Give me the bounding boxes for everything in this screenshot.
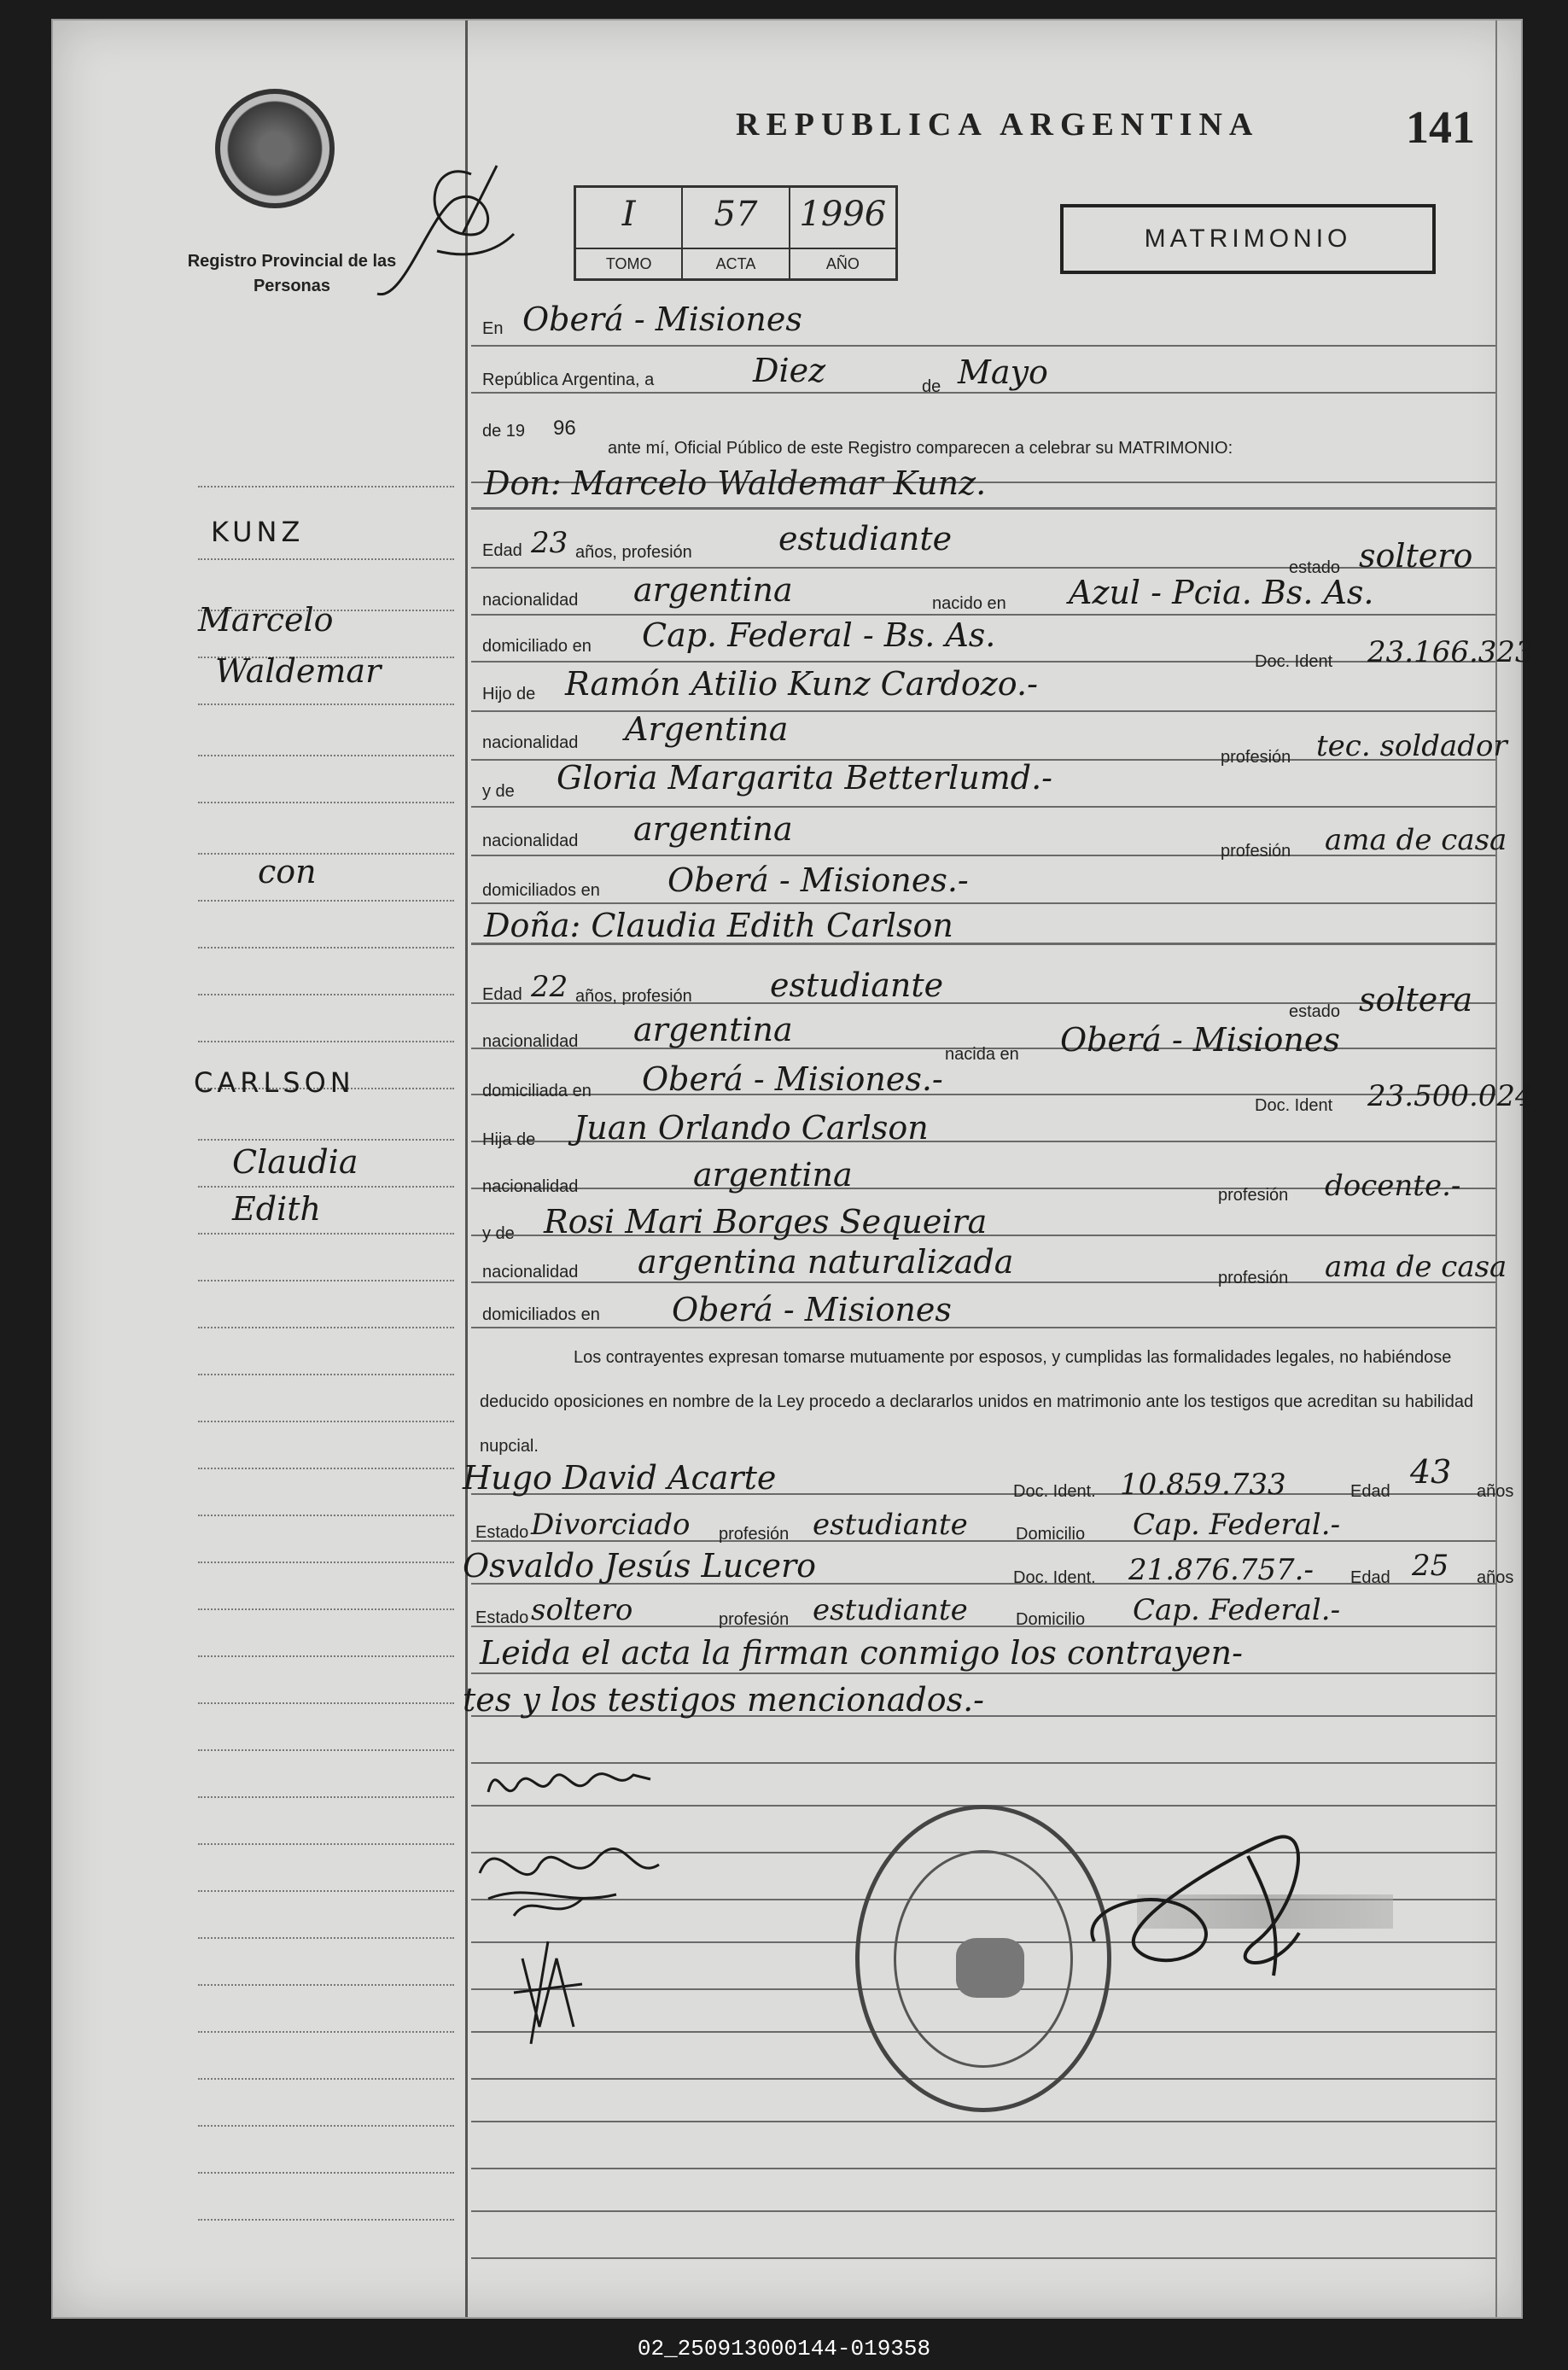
signature-2	[463, 1813, 685, 1924]
label-estado-bride: estado	[1289, 1002, 1341, 1021]
right-rule	[1495, 20, 1497, 2317]
groom-status: soltero	[1359, 537, 1473, 575]
label-de-year: de 19	[482, 422, 526, 441]
groom-name: Don: Marcelo Waldemar Kunz.	[484, 464, 987, 502]
ano-cell	[790, 188, 895, 278]
label-doc-w2: Doc. Ident.	[1013, 1568, 1096, 1587]
label-domiciliada-bride: domiciliada en	[482, 1082, 592, 1100]
label-edad-w2: Edad	[1350, 1568, 1390, 1587]
country-heading: REPUBLICA ARGENTINA	[736, 107, 1260, 143]
label-ante-mi: ante mí, Oficial Público de este Registro comparecen a celebrar su MATRIMONIO:	[608, 439, 1233, 458]
label-nacionalidad-bride: nacionalidad	[482, 1032, 579, 1051]
reference-table	[574, 185, 898, 281]
margin-surname-bride: CARLSON	[194, 1066, 355, 1099]
groom-profession: estudiante	[778, 520, 953, 557]
label-nacionalidad-bf: nacionalidad	[482, 1177, 579, 1196]
margin-given-groom-2: Waldemar	[215, 652, 382, 690]
year-suffix: 96	[553, 417, 576, 440]
witness2-status: soltero	[531, 1593, 633, 1627]
signature-3	[497, 1924, 599, 2052]
tomo-value: I	[621, 195, 636, 234]
groom-father: Ramón Atilio Kunz Cardozo.-	[565, 665, 1038, 703]
groom-doc: 23.166.323	[1367, 635, 1534, 669]
bride-doc: 23.500.024	[1367, 1079, 1534, 1113]
label-domiciliado-groom: domiciliado en	[482, 637, 592, 656]
footer-code: 02_250913000144-019358	[637, 2336, 931, 2361]
signature-1	[480, 1741, 667, 1818]
margin-rule	[465, 20, 468, 2317]
label-anos-profesion-groom: años, profesión	[575, 543, 692, 562]
officer-signature	[1060, 1805, 1350, 1993]
day-value: Diez	[753, 352, 826, 389]
label-de: de	[922, 377, 941, 396]
registro-label: Registro Provincial de las Personas	[187, 252, 397, 295]
label-edad-bride: Edad	[482, 985, 522, 1004]
label-doc-groom: Doc. Ident	[1255, 652, 1333, 671]
label-edad-w1: Edad	[1350, 1482, 1390, 1501]
bride-mother-nationality: argentina naturalizada	[638, 1243, 1014, 1281]
margin-given-bride-1: Claudia	[232, 1143, 358, 1181]
groom-residence: Cap. Federal - Bs. As.	[642, 616, 996, 654]
bride-status: soltera	[1359, 981, 1473, 1019]
acta-value: 57	[714, 195, 758, 234]
label-hijo-de: Hijo de	[482, 685, 536, 703]
label-nacionalidad-gm: nacionalidad	[482, 832, 579, 850]
label-profesion-w2: profesión	[719, 1610, 790, 1629]
label-estado-w2: Estado	[475, 1608, 529, 1627]
tomo-cell	[576, 188, 683, 278]
bride-mother-profession: ama de casa	[1325, 1250, 1507, 1284]
groom-birthplace: Azul - Pcia. Bs. As.	[1069, 574, 1374, 611]
groom-mother-profession: ama de casa	[1325, 823, 1507, 857]
label-en: En	[482, 319, 504, 338]
label-nacida-en: nacida en	[945, 1045, 1019, 1064]
groom-father-nationality: Argentina	[625, 710, 789, 748]
acta-cell	[683, 188, 790, 278]
closing-line-1: Leida el acta la firman conmigo los contrayen-	[480, 1634, 1243, 1672]
bride-parents-residence: Oberá - Misiones	[672, 1291, 952, 1328]
bride-mother: Rosi Mari Borges Sequeira	[544, 1203, 988, 1240]
label-estado-w1: Estado	[475, 1523, 529, 1542]
marriage-statement: Los contrayentes expresan tomarse mutuamente por esposos, y cumplidas las formalidades legales, no habiéndose deducido oposiciones en nombre de la Ley procedo a declararlos unidos en matrimonio ante los testigos que acreditan su habilidad nupcial.	[480, 1348, 1474, 1456]
label-domicilio-w1: Domicilio	[1016, 1525, 1086, 1544]
bride-nationality: argentina	[633, 1011, 793, 1048]
ano-value: 1996	[799, 195, 887, 234]
label-profesion-gm: profesión	[1221, 842, 1291, 861]
official-signature-top	[369, 149, 557, 319]
witness2-age: 25	[1412, 1549, 1449, 1583]
label-nacionalidad-groom: nacionalidad	[482, 591, 579, 610]
label-estado-groom: estado	[1289, 558, 1341, 577]
month-value: Mayo	[958, 353, 1048, 391]
label-domiciliados-bride: domiciliados en	[482, 1305, 600, 1324]
label-edad-groom: Edad	[482, 541, 522, 560]
witness1-profession: estudiante	[813, 1508, 968, 1542]
bride-profession: estudiante	[770, 966, 944, 1004]
groom-father-profession: tec. soldador	[1316, 729, 1507, 763]
witness1-domicile: Cap. Federal.-	[1133, 1508, 1341, 1542]
label-nacionalidad-bm: nacionalidad	[482, 1263, 579, 1281]
margin-given-groom-1: Marcelo	[198, 601, 334, 639]
label-nacionalidad-gf: nacionalidad	[482, 733, 579, 752]
label-y-de-groom: y de	[482, 782, 515, 801]
place-value: Oberá - Misiones	[522, 301, 802, 338]
label-domiciliados-groom: domiciliados en	[482, 881, 600, 900]
provincial-seal-icon	[215, 89, 335, 208]
margin-surname-groom: KUNZ	[211, 516, 305, 548]
bride-father: Juan Orlando Carlson	[574, 1109, 929, 1147]
witness1-status: Divorciado	[531, 1508, 691, 1542]
witness1-age: 43	[1410, 1453, 1452, 1491]
witness1-name: Hugo David Acarte	[463, 1459, 777, 1497]
witness2-name: Osvaldo Jesús Lucero	[463, 1547, 817, 1585]
closing-line-2: tes y los testigos mencionados.-	[463, 1681, 985, 1719]
label-anos-profesion-bride: años, profesión	[575, 987, 692, 1006]
label-anos-w1: años	[1477, 1482, 1514, 1501]
label-hija-de: Hija de	[482, 1130, 536, 1149]
label-nacido-en: nacido en	[932, 594, 1006, 613]
ano-label: AÑO	[790, 248, 895, 278]
page-number: 141	[1406, 102, 1475, 153]
bride-father-profession: docente.-	[1325, 1169, 1461, 1203]
bride-residence: Oberá - Misiones.-	[642, 1060, 943, 1098]
label-profesion-bm: profesión	[1218, 1269, 1289, 1287]
emblem-icon	[956, 1938, 1024, 1998]
witness2-domicile: Cap. Federal.-	[1133, 1593, 1341, 1627]
groom-age: 23	[531, 526, 568, 560]
label-profesion-w1: profesión	[719, 1525, 790, 1544]
margin-con: con	[258, 853, 317, 890]
label-doc-w1: Doc. Ident.	[1013, 1482, 1096, 1501]
tomo-label: TOMO	[576, 248, 681, 278]
groom-nationality: argentina	[633, 571, 793, 609]
bride-age: 22	[531, 970, 568, 1004]
label-domicilio-w2: Domicilio	[1016, 1610, 1086, 1629]
witness2-profession: estudiante	[813, 1593, 968, 1627]
label-y-de-bride: y de	[482, 1224, 515, 1243]
groom-parents-residence: Oberá - Misiones.-	[667, 861, 969, 899]
bride-father-nationality: argentina	[693, 1156, 853, 1194]
label-anos-w2: años	[1477, 1568, 1514, 1587]
label-profesion-bf: profesión	[1218, 1186, 1289, 1205]
bride-name: Doña: Claudia Edith Carlson	[484, 907, 953, 944]
acta-label: ACTA	[683, 248, 788, 278]
groom-mother: Gloria Margarita Betterlumd.-	[557, 759, 1052, 797]
groom-mother-nationality: argentina	[633, 810, 793, 848]
bride-birthplace: Oberá - Misiones	[1060, 1021, 1340, 1059]
record-type-box: MATRIMONIO	[1060, 204, 1436, 274]
witness1-doc: 10.859.733	[1120, 1468, 1286, 1502]
witness2-doc: 21.876.757.-	[1128, 1553, 1314, 1587]
label-doc-bride: Doc. Ident	[1255, 1096, 1333, 1115]
margin-given-bride-2: Edith	[232, 1190, 321, 1228]
label-republica: República Argentina, a	[482, 371, 655, 389]
document-page	[51, 19, 1534, 2319]
label-profesion-gf: profesión	[1221, 748, 1291, 767]
